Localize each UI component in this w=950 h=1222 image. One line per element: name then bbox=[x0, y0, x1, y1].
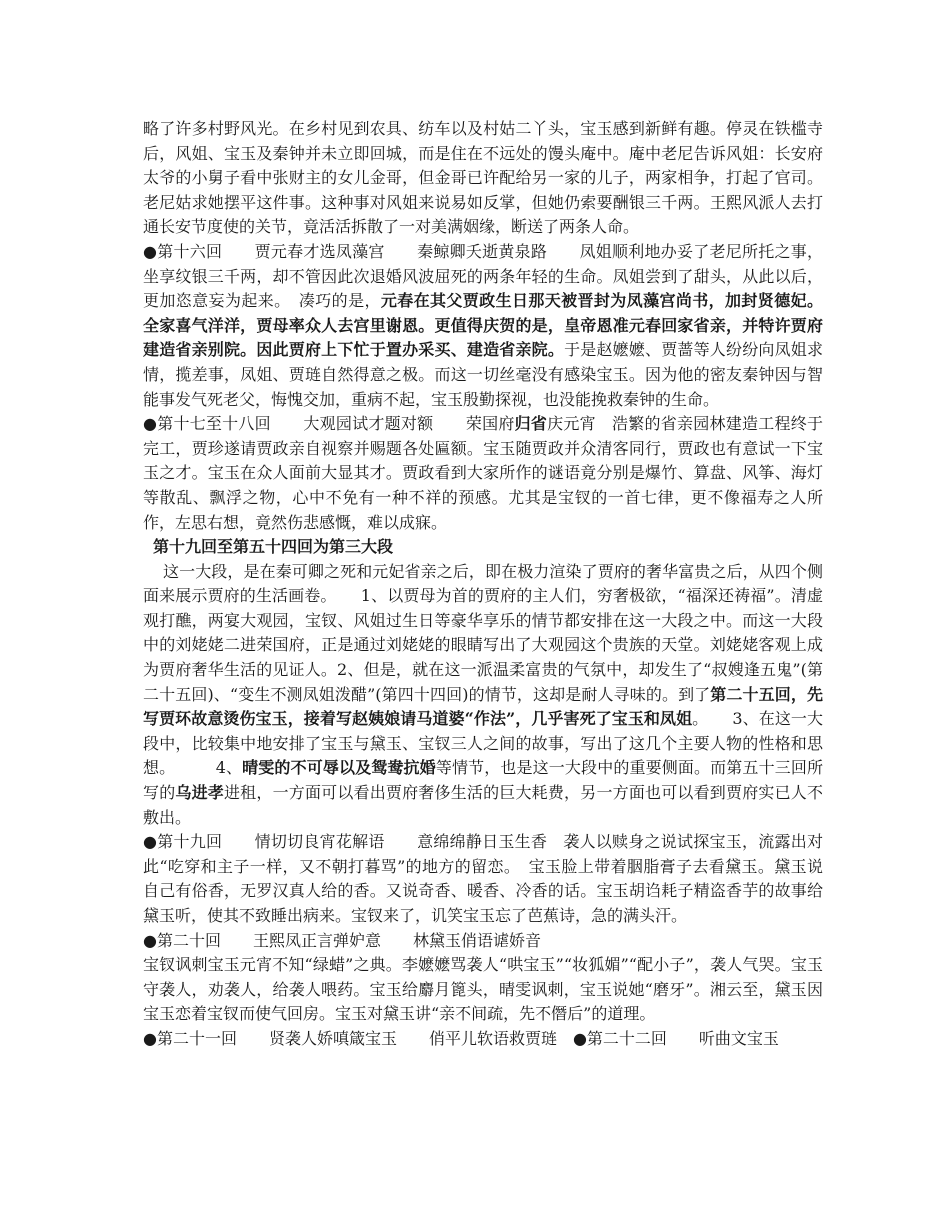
bold-text: 晴雯的不可辱以及鸳鸯抗婚 bbox=[242, 758, 436, 778]
text-run: 庆元宵 浩繁的省亲园林建造工程终于完工，贾珍遂请贾政亲自视察并赐题各处匾额。宝玉随贾政并众清客同行，贾政也有意试一下宝玉之才。宝玉在众人面前大显其才。贾政看到大家所作的谜语竟分别是爆竹、算盘、风筝、海灯等散乱、飘浮之物，心中不免有一种不祥的预感。尤其是宝钗的一首七律，更不像福寿之人所作，左思右想，竟然伤悲感慨，难以成寐。 bbox=[143, 414, 823, 532]
text-run: 这一大段，是在秦可卿之死和元妃省亲之后，即在极力渲染了贾府的奢华富贵之后，从四个侧面来展示贾府的生活画卷。 1、以贾母为首的贾府的主人们，穷奢极欲，“福深还祷福”。清虚观打醮，两宴大观园，宝钗、风姐过生日等豪华享乐的情节都安排在这一大段之中。而这一大段中的刘姥姥二进荣国府，正是通过刘姥姥的眼睛写出了大观园这个贵族的天堂。刘姥姥客观上成为贾府奢华生活的见证人。2、但是，就在这一派温柔富贵的气氛中，却发生了“叔嫂逢五鬼”(第二十五回)、“变生不测凤姐泼醋”(第四十四回)的情节，这却是耐人寻味的。到了 bbox=[143, 561, 823, 704]
section-heading: 第十九回至第五十四回为第三大段 bbox=[153, 537, 394, 557]
text-run: 宝钗讽刺宝玉元宵不知“绿蜡”之典。李嬷嬷骂袭人“哄宝玉”“妆狐媚”“配小子”，袭人气哭。宝玉守袭人，劝袭人，给袭人喂药。宝玉给麝月篦头，晴雯讽刺，宝玉说她“磨牙”。湘云至，黛玉因宝玉恋着宝钗而使气回房。宝玉对黛玉讲“亲不间疏，先不僭后”的道理。 bbox=[143, 955, 823, 1024]
paragraph bbox=[143, 560, 823, 831]
text-run: ●第十七至十八回 大观园试才题对额 荣国府 bbox=[143, 414, 515, 434]
text-run: 。 3、在这一大段中，比较集中地安排了宝玉与黛玉、宝钗三人之间的故事，写出了这几个主要人物的性格和思想。 4、 bbox=[143, 709, 823, 778]
text-run: 进租，一方面可以看出贾府奢侈生活的巨大耗费，另一方面也可以看到贾府实已人不敷出。 bbox=[143, 783, 823, 827]
text-run: 于是赵嬷嬷、贾蔷等人纷纷向凤姐求情，揽差事，凤姐、贾琏自然得意之极。而这一切丝毫没有感染宝玉。因为他的密友秦钟因与智能事发气死老父，悔愧交加，重病不起，宝玉殷勤探视，也没能挽救秦钟的生命。 bbox=[143, 340, 823, 409]
bold-text: 第二十五回，先写贾环故意烫伤宝玉，接着写赵姨娘请马道婆“作法”，几乎害死了宝玉和凤姐 bbox=[143, 684, 823, 729]
paragraph bbox=[143, 117, 823, 240]
paragraph bbox=[143, 953, 823, 1027]
bold-text: 归省 bbox=[514, 414, 548, 434]
bold-text: 元春在其父贾政生日那天被晋封为凤藻宫尚书，加封贤德妃。全家喜气洋洋，贾母率众人去宫里谢恩。更值得庆贺的是，皇帝恩准元春回家省亲，并特许贾府建造省亲别院。因此贾府上下忙于置办采买、建造省亲院。 bbox=[143, 291, 823, 360]
text-run: ●第二十回 王熙凤正言弹妒意 林黛玉俏语谑娇音 bbox=[143, 930, 541, 950]
paragraph bbox=[143, 240, 823, 412]
text-run: ●第十九回 情切切良宵花解语 意绵绵静日玉生香 袭人以赎身之说试探宝玉，流露出对此“吃穿和主子一样，又不朝打暮骂”的地方的留恋。 宝玉脸上带着胭脂膏子去看黛玉。黛玉说自己有俗香，无罗汉真人给的香。又说奇香、暖香、冷香的话。宝玉胡诌耗子精盗香芋的故事给黛玉听，使其不致睡出病来。宝钗来了，讥笑宝玉忘了芭蕉诗，急的满头汗。 bbox=[143, 832, 823, 925]
paragraph bbox=[143, 1027, 823, 1052]
bold-text: 乌进孝 bbox=[175, 783, 224, 803]
text-run: 等情节，也是这一大段中的重要侧面。而第五十三回所写的 bbox=[143, 758, 823, 803]
text-run: 略了许多村野风光。在乡村见到农具、纺车以及村姑二丫头，宝玉感到新鲜有趣。停灵在铁槛寺后，风姐、宝玉及秦钟并未立即回城，而是住在不远处的馒头庵中。庵中老尼告诉风姐：长安府太爷的小舅子看中张财主的女儿金哥，但金哥已许配给另一家的儿子，两家相争，打起了官司。老尼姑求她摆平这件事。这种事对风姐来说易如反掌，但她仍索要酬银三千两。王熙风派人去打通长安节度使的关节，竟活活拆散了一对美满姻缘，断送了两条人命。 bbox=[143, 119, 823, 237]
text-run: ●第十六回 贾元春才选凤藻宫 秦鲸卿夭逝黄泉路 凤姐顺利地办妥了老尼所托之事，坐享纹银三千两，却不管因此次退婚风波屈死的两条年轻的生命。凤姐尝到了甜头，从此以后，更加恣意妄为起来。 凑巧的是， bbox=[143, 241, 823, 311]
paragraph bbox=[143, 929, 823, 954]
text-run: ●第二十一回 贤袭人娇嗔箴宝玉 俏平儿软语救贾琏 ●第二十二回 听曲文宝玉 bbox=[143, 1028, 779, 1048]
paragraph bbox=[143, 412, 823, 535]
document-body bbox=[143, 117, 823, 1052]
paragraph bbox=[143, 830, 823, 928]
